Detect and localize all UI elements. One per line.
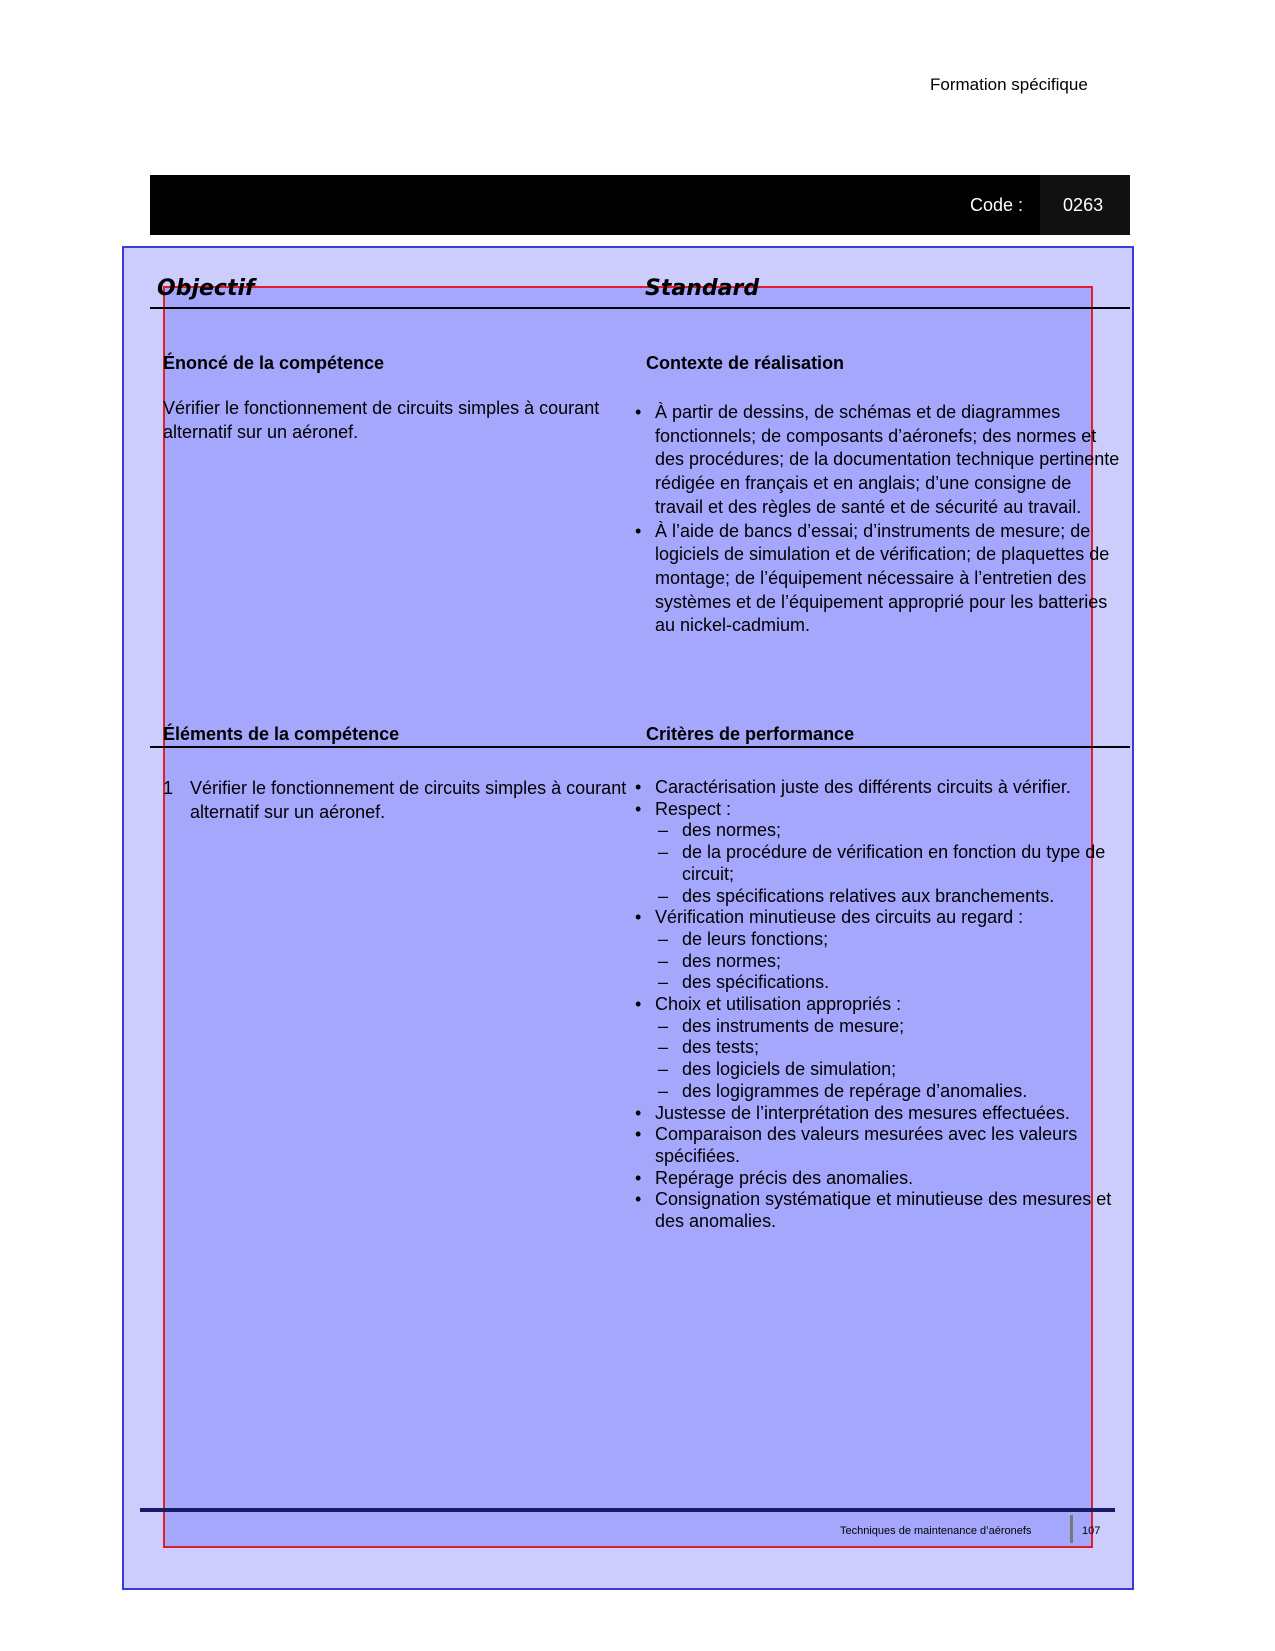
- element-text: Vérifier le fonctionnement de circuits simples à courant alternatif sur un aéronef.: [190, 778, 627, 822]
- critere-item: • Caractérisation juste des différents circuits à vérifier.: [633, 777, 1115, 799]
- critere-subitem: – des normes;: [655, 820, 1115, 842]
- enonce-text: Vérifier le fonctionnement de circuits simples à courant alternatif sur un aéronef.: [163, 398, 600, 442]
- critere-item: • Comparaison des valeurs mesurées avec les valeurs spécifiées.: [633, 1124, 1115, 1167]
- formation-label: Formation spécifique: [930, 75, 1088, 94]
- contexte-item: • À l’aide de bancs d’essai; d’instruments de mesure; de logiciels de simulation et de vérification; de plaquettes de montage; de l’équipement nécessaire à l’entretien des systèmes et de l’équipement approprié pour les batteries au nickel-cadmium.: [633, 520, 1120, 639]
- critere-subitem: – des logiciels de simulation;: [655, 1059, 1115, 1081]
- critere-subitem: – de la procédure de vérification en fonction du type de circuit;: [655, 842, 1115, 885]
- elements-heading: Éléments de la compétence: [163, 724, 400, 744]
- standard-heading: Standard: [645, 276, 760, 301]
- contexte-list: [655, 401, 1120, 638]
- critere-item: • Choix et utilisation appropriés : – des instruments de mesure; – des tests; – des logiciels de simulation; – des logigrammes de repérage d’anomalies.: [633, 994, 1115, 1103]
- critere-item: • Repérage précis des anomalies.: [633, 1168, 1115, 1190]
- footer-program: Techniques de maintenance d’aéronefs: [840, 1525, 1032, 1537]
- critere-item: • Respect : – des normes; – de la procédure de vérification en fonction du type de circuit; – des spécifications relatives aux branchements.: [633, 799, 1115, 908]
- critere-subitem: – des instruments de mesure;: [655, 1016, 1115, 1038]
- footer-rule: [140, 1508, 1115, 1512]
- criteres-heading: Critères de performance: [646, 724, 855, 744]
- critere-item: • Consignation systématique et minutieuse des mesures et des anomalies.: [633, 1189, 1115, 1232]
- critere-subitem: – de leurs fonctions;: [655, 929, 1115, 951]
- footer-separator: [1070, 1515, 1073, 1543]
- element-item: [163, 777, 633, 824]
- element-number: 1: [163, 778, 174, 798]
- enonce-heading: Énoncé de la compétence: [163, 353, 385, 373]
- contexte-item: • À partir de dessins, de schémas et de diagrammes fonctionnels; de composants d’aéronefs; des normes et des procédures; de la documentation technique pertinente rédigée en français et en anglais; d’une consigne de travail et des règles de santé et de sécurité au travail.: [633, 401, 1120, 520]
- criteres-list: [655, 777, 1115, 1233]
- critere-item: • Vérification minutieuse des circuits au regard : – de leurs fonctions; – des normes; – des spécifications.: [633, 907, 1115, 994]
- code-value: 0263: [1063, 195, 1104, 215]
- heading-rule: [150, 307, 1130, 309]
- contexte-heading: Contexte de réalisation: [646, 353, 845, 373]
- page-number: 107: [1082, 1525, 1101, 1537]
- critere-subitem: – des spécifications relatives aux branchements.: [655, 886, 1115, 908]
- critere-item: • Justesse de l’interprétation des mesures effectuées.: [633, 1103, 1115, 1125]
- code-row: [970, 195, 1103, 216]
- critere-subitem: – des spécifications.: [655, 972, 1115, 994]
- critere-subitem: – des tests;: [655, 1037, 1115, 1059]
- code-label: Code :: [970, 195, 1024, 215]
- objectif-heading: Objectif: [157, 276, 255, 301]
- elements-rule: [150, 746, 1130, 748]
- critere-subitem: – des logigrammes de repérage d’anomalies.: [655, 1081, 1115, 1103]
- critere-subitem: – des normes;: [655, 951, 1115, 973]
